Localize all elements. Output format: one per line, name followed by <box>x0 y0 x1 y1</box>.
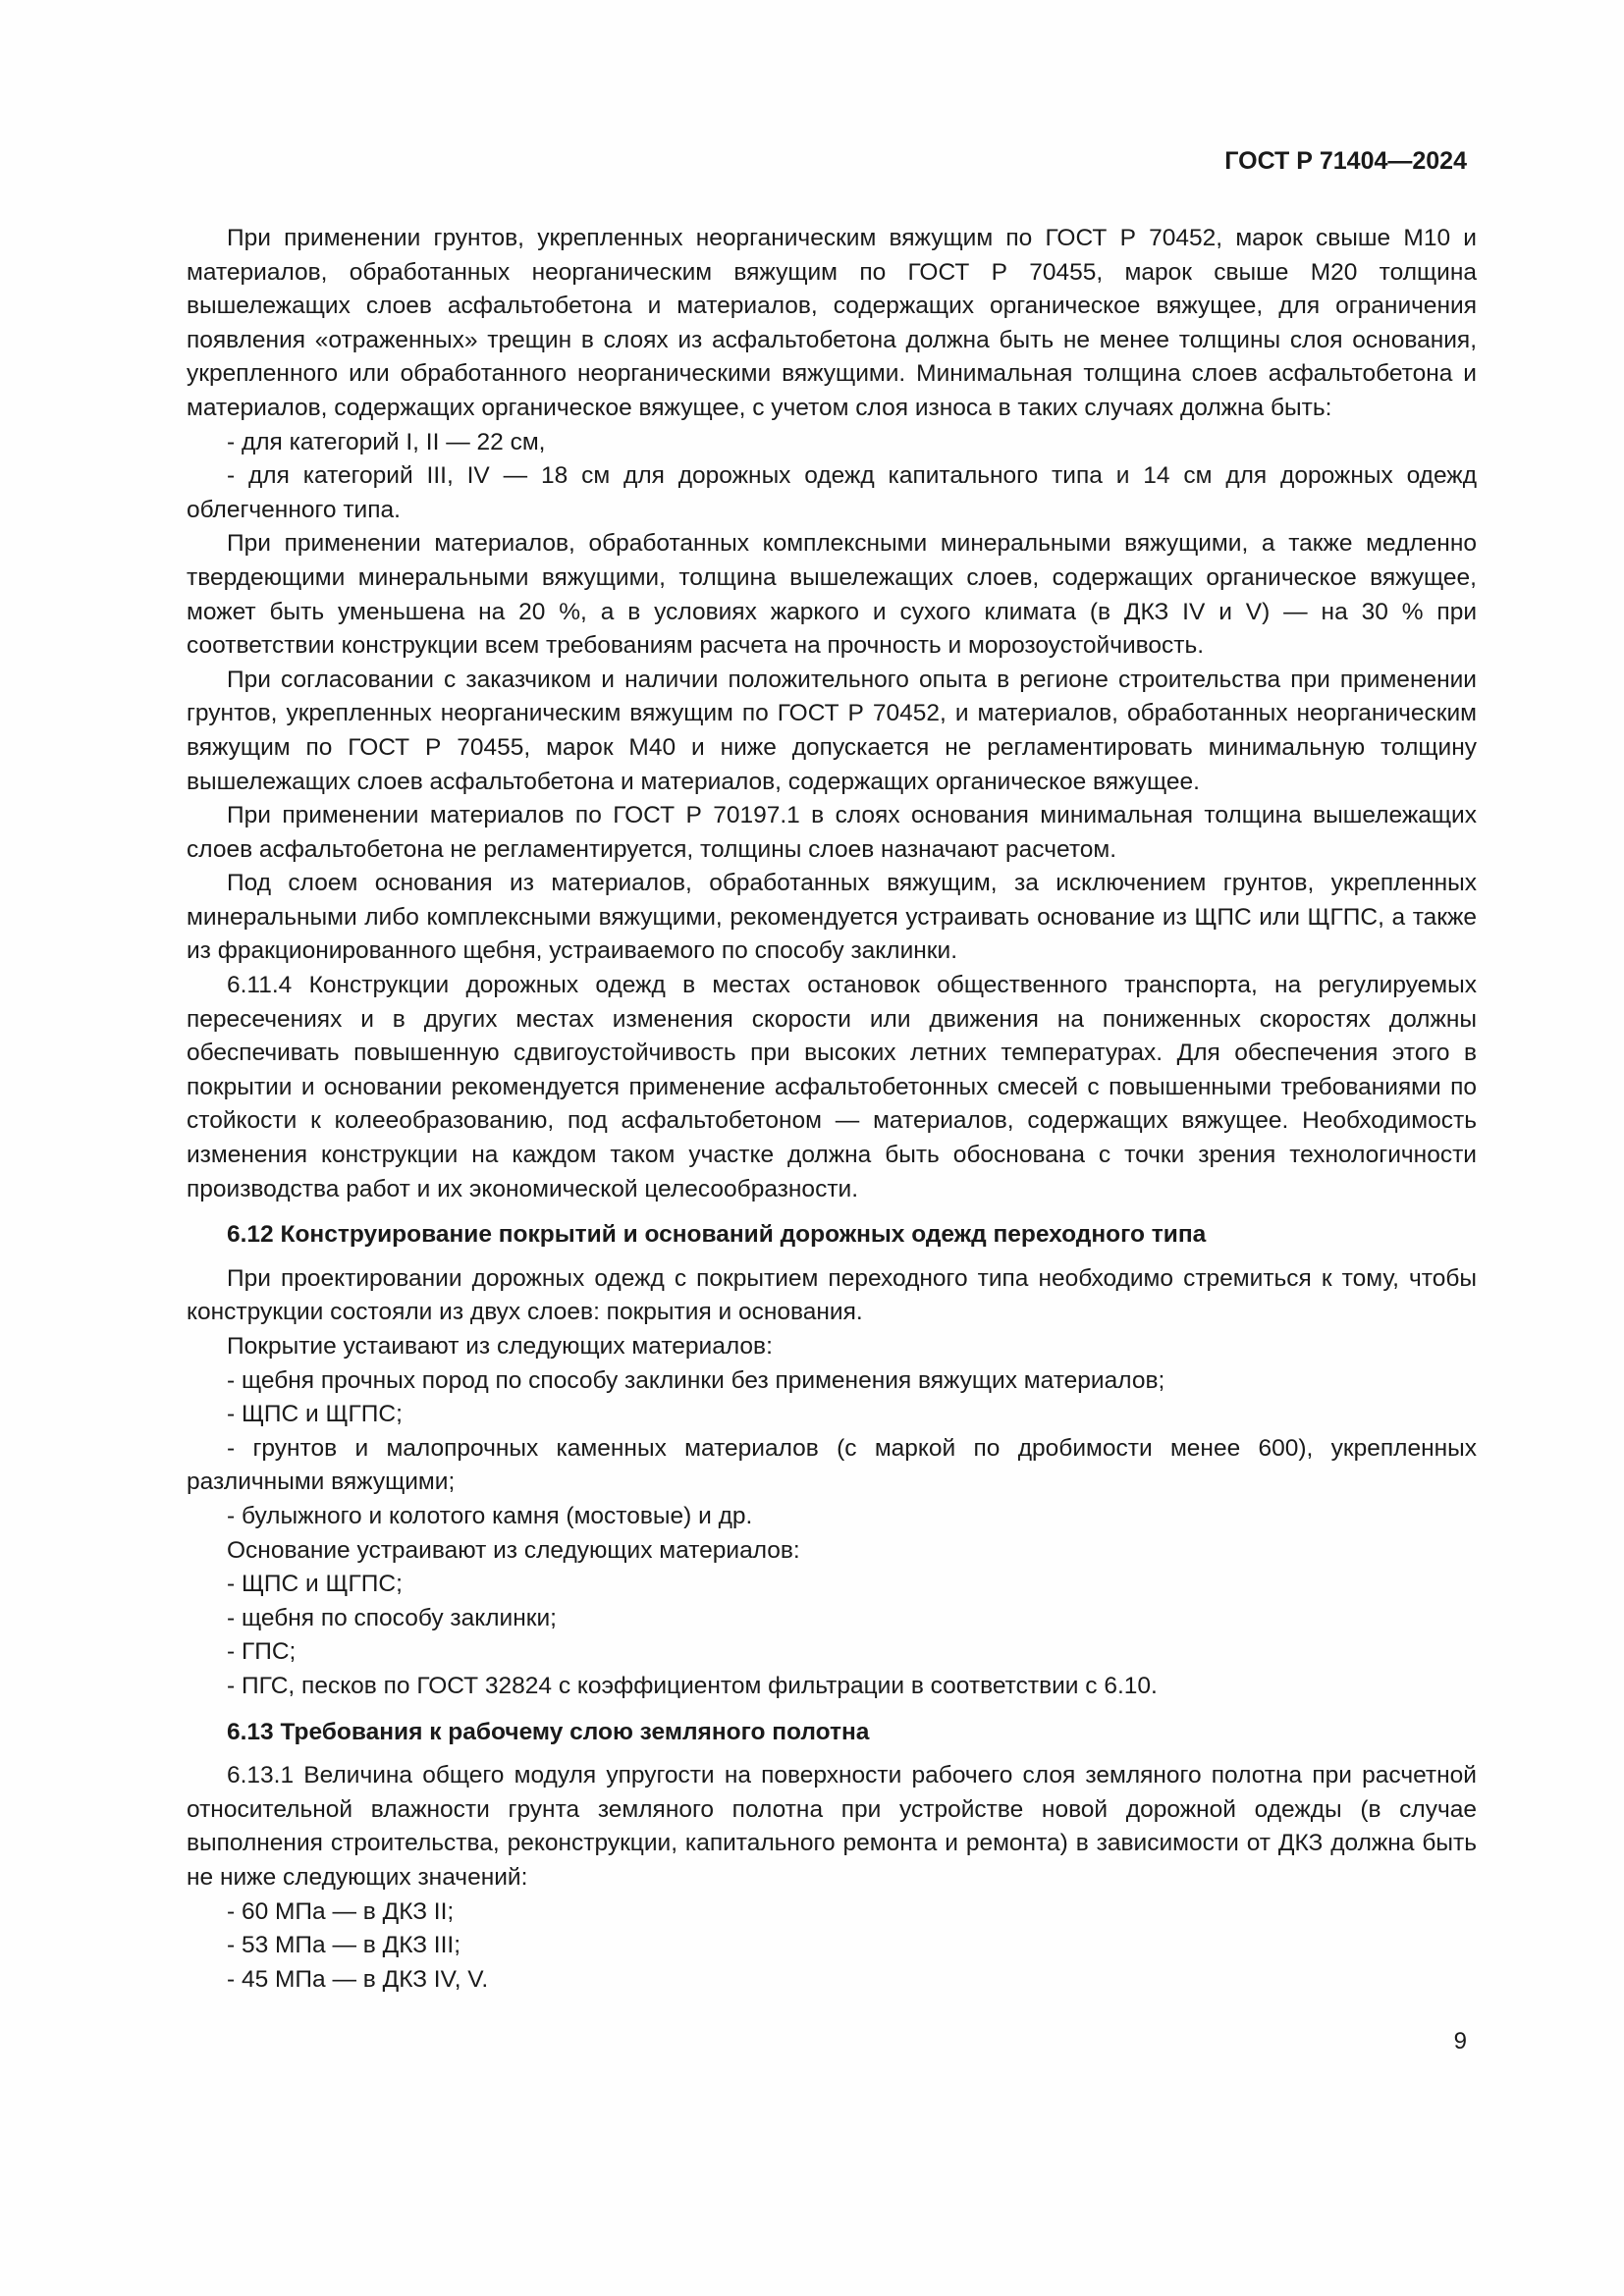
clause-6-13-1: 6.13.1 Величина общего модуля упругости на поверхности рабочего слоя земляного полотна при расчетной относительной влажности грунта земляного полотна при устройстве новой дорожной одежды (в случае выполнения строительства, реконструкции, капитального ремонта и ремонта) в зависимости от ДКЗ должна быть не ниже следующих значений: <box>187 1762 1477 1891</box>
list-item: - 60 МПа — в ДКЗ II; <box>227 1897 455 1925</box>
list-item: - грунтов и малопрочных каменных материалов (с маркой по дробимости менее 600), укрепленных различными вяжущими; <box>187 1434 1477 1496</box>
section-heading-6-12: 6.12 Конструирование покрытий и оснований дорожных одежд переходного типа <box>227 1221 1207 1249</box>
list-item: - для категорий I, II — 22 см, <box>227 428 546 455</box>
paragraph: Под слоем основания из материалов, обработанных вяжущим, за исключением грунтов, укрепленных минеральными либо комплексными вяжущими, рекомендуется устраивать основание из ЩПС или ЩГПС, а также из фракционированного щебня, устраиваемого по способу заклинки. <box>187 870 1477 965</box>
document-body <box>187 222 1477 1997</box>
page-number: 9 <box>1453 2028 1467 2055</box>
list-item: - 45 МПа — в ДКЗ IV, V. <box>227 1965 489 1993</box>
paragraph: Основание устраивают из следующих материалов: <box>227 1536 800 1564</box>
list-item: - ГПС; <box>227 1638 297 1666</box>
section-heading-6-13: 6.13 Требования к рабочему слою земляного полотна <box>227 1718 870 1745</box>
list-item: - щебня прочных пород по способу заклинки без применения вяжущих материалов; <box>227 1366 1165 1394</box>
list-item: - 53 МПа — в ДКЗ III; <box>227 1932 461 1959</box>
paragraph: При применении материалов, обработанных комплексными минеральными вяжущими, а также медленно твердеющими минеральными вяжущими, толщина вышележащих слоев, содержащих органическое вяжущее, может быть уменьшена на 20 %, а в условиях жаркого и сухого климата (в ДКЗ IV и V) — на 30 % при соответствии конструкции всем требованиям расчета на прочность и морозоустойчивость. <box>187 530 1477 660</box>
list-item: - ПГС, песков по ГОСТ 32824 с коэффициентом фильтрации в соответствии с 6.10. <box>227 1672 1158 1699</box>
list-item: - булыжного и колотого камня (мостовые) и др. <box>227 1502 753 1529</box>
paragraph: Покрытие устаивают из следующих материалов: <box>227 1333 773 1360</box>
paragraph: При применении материалов по ГОСТ Р 70197.1 в слоях основания минимальная толщина вышележащих слоев асфальтобетона не регламентируется, толщины слоев назначают расчетом. <box>187 802 1477 863</box>
paragraph: При проектировании дорожных одежд с покрытием переходного типа необходимо стремиться к тому, чтобы конструкции состояли из двух слоев: покрытия и основания. <box>187 1264 1477 1326</box>
clause-6-11-4: 6.11.4 Конструкции дорожных одежд в местах остановок общественного транспорта, на регулируемых пересечениях и в других местах изменения скорости или движения на пониженных скоростях должны обеспечивать повышенную сдвигоустойчивость при высоких летних температурах. Для обеспечения этого в покрытии и основании рекомендуется применение асфальтобетонных смесей с повышенными требованиями по стойкости к колееобразованию, под асфальтобетоном — материалов, содержащих вяжущее. Необходимость изменения конструкции на каждом таком участке должна быть обоснована с точки зрения технологичности производства работ и их экономической целесообразности. <box>187 972 1477 1202</box>
list-item: - ЩПС и ЩГПС; <box>227 1401 403 1428</box>
document-header-id: ГОСТ Р 71404—2024 <box>1224 147 1467 175</box>
paragraph: При согласовании с заказчиком и наличии положительного опыта в регионе строительства при применении грунтов, укрепленных неорганическим вяжущим по ГОСТ Р 70452, и материалов, обработанных неорганическим вяжущим по ГОСТ Р 70455, марок М40 и ниже допускается не регламентировать минимальную толщину вышележащих слоев асфальтобетона и материалов, содержащих органическое вяжущее. <box>187 666 1477 795</box>
paragraph: При применении грунтов, укрепленных неорганическим вяжущим по ГОСТ Р 70452, марок свыше М10 и материалов, обработанных неорганическим вяжущим по ГОСТ Р 70455, марок свыше М20 толщина вышележащих слоев асфальтобетона и материалов, содержащих органическое вяжущее, для ограничения появления «отраженных» трещин в слоях из асфальтобетона должна быть не менее толщины слоя основания, укрепленного или обработанного неорганическими вяжущими. Минимальная толщина слоев асфальтобетона и материалов, содержащих органическое вяжущее, с учетом слоя износа в таких случаях должна быть: <box>187 225 1477 421</box>
list-item: - ЩПС и ЩГПС; <box>227 1571 403 1598</box>
list-item: - для категорий III, IV — 18 см для дорожных одежд капитального типа и 14 см для дорожных одежд облегченного типа. <box>187 462 1477 523</box>
list-item: - щебня по способу заклинки; <box>227 1604 557 1631</box>
